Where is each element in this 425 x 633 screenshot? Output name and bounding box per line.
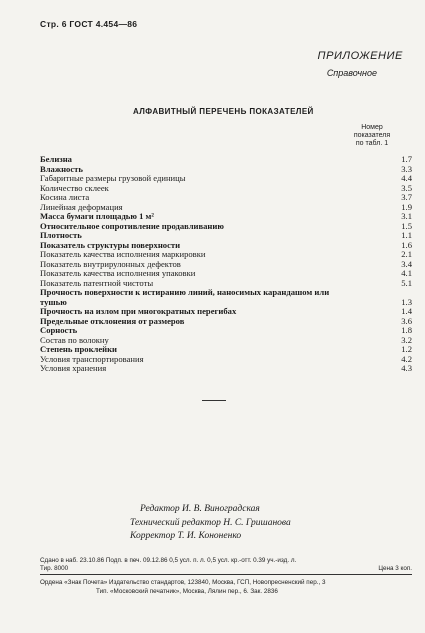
index-number: 1.6 xyxy=(401,239,412,250)
index-term: Показатель патентной чистоты xyxy=(40,277,154,288)
divider xyxy=(202,400,226,401)
tech-editor-credit: Технический редактор Н. С. Гришанова xyxy=(130,517,291,528)
index-term: Линейная деформация xyxy=(40,201,123,212)
index-term: Габаритные размеры грузовой единицы xyxy=(40,173,186,183)
print-run: Тир. 8000 xyxy=(40,565,69,572)
index-number: 4.2 xyxy=(401,353,412,364)
index-term: Условия транспортирования xyxy=(40,353,144,364)
index-term: Состав по волокну xyxy=(40,334,109,345)
footer-divider xyxy=(40,574,412,575)
imprint-line: Сдано в наб. 23.10.86 Подп. в печ. 09.12.86 0,5 усл. п. л. 0,5 усл. кр.-отт. 0.39 уч.-изд. л. xyxy=(40,557,297,564)
index-term: Масса бумаги площадью 1 м² xyxy=(40,211,154,221)
index-term: Показатель структуры поверхности xyxy=(40,239,181,250)
index-row xyxy=(40,317,412,327)
editor-credit: Редактор И. В. Виноградская xyxy=(140,504,260,514)
appendix-title: ПРИЛОЖЕНИЕ xyxy=(317,50,403,62)
index-number: 3.4 xyxy=(401,258,412,269)
index-number: 4.3 xyxy=(401,363,412,373)
column-header-line: по табл. 1 xyxy=(355,140,389,147)
index-term: Относительное сопротивление продавливанию xyxy=(40,220,224,231)
index-number: 1.4 xyxy=(401,306,412,316)
index-term: Сорность xyxy=(40,325,78,335)
index-row xyxy=(40,288,412,307)
index-term: Количество склеек xyxy=(40,182,109,193)
index-term: Белизна xyxy=(40,154,72,164)
index-number: 3.2 xyxy=(401,334,412,345)
document-title: АЛФАВИТНЫЙ ПЕРЕЧЕНЬ ПОКАЗАТЕЛЕЙ xyxy=(133,107,314,116)
index-term: Прочность поверхности к истиранию линий, наносимых карандашом или тушью xyxy=(40,287,330,307)
index-number: 1.8 xyxy=(401,325,412,335)
index-term: Степень проклейки xyxy=(40,344,118,354)
index-number: 2.1 xyxy=(401,249,412,259)
index-number: 1.1 xyxy=(401,230,412,240)
index-number: 3.6 xyxy=(401,315,412,326)
column-header xyxy=(342,124,402,148)
column-header-line: Номер xyxy=(361,124,383,131)
publisher-line: Ордена «Знак Почета» Издательство стандартов, 123840, Москва, ГСП, Новопресненский пер., 3 xyxy=(40,579,326,586)
index-number: 3.3 xyxy=(401,163,412,174)
index-number: 1.9 xyxy=(401,201,412,212)
index-row xyxy=(40,364,412,374)
index-number: 3.7 xyxy=(401,192,412,202)
corrector-credit: Корректор Т. И. Кононенко xyxy=(130,531,242,541)
index-term: Прочность на излом при многократных перегибах xyxy=(40,306,237,316)
price: Цена 3 коп. xyxy=(378,565,412,572)
index-term: Влажность xyxy=(40,163,83,174)
index-number: 1.3 xyxy=(401,296,412,307)
index-number: 3.5 xyxy=(401,182,412,193)
column-header-line: показателя xyxy=(353,132,391,139)
index-term: Показатель качества исполнения маркировки xyxy=(40,249,206,259)
index-number: 1.2 xyxy=(401,344,412,354)
index-number: 3.1 xyxy=(401,211,412,221)
printer-line: Тип. «Московский печатник», Москва, Лялин пер., 6. Зак. 2836 xyxy=(96,588,278,595)
index-term: Условия хранения xyxy=(40,363,107,373)
appendix-subtitle: Справочное xyxy=(326,68,377,78)
imprint xyxy=(40,557,420,573)
page-header: Стр. 6 ГОСТ 4.454—86 xyxy=(40,19,138,29)
index-row xyxy=(40,184,412,194)
index-term: Показатель внутрирулонных дефектов xyxy=(40,258,181,269)
index-number: 4.4 xyxy=(401,173,412,183)
imprint-line xyxy=(40,565,412,573)
credits-block xyxy=(130,503,291,544)
index-number: 1.7 xyxy=(401,154,412,164)
index-term: Плотность xyxy=(40,230,82,240)
index-row xyxy=(40,222,412,232)
index-row xyxy=(40,155,412,165)
index-term: Предельные отклонения от размеров xyxy=(40,315,185,326)
indicator-index-list xyxy=(40,155,412,374)
index-number: 5.1 xyxy=(401,277,412,288)
index-term: Показатель качества исполнения упаковки xyxy=(40,268,196,278)
publisher-footer xyxy=(40,578,420,596)
index-number: 1.5 xyxy=(401,220,412,231)
index-number: 4.1 xyxy=(401,268,412,278)
index-term: Косина листа xyxy=(40,192,90,202)
